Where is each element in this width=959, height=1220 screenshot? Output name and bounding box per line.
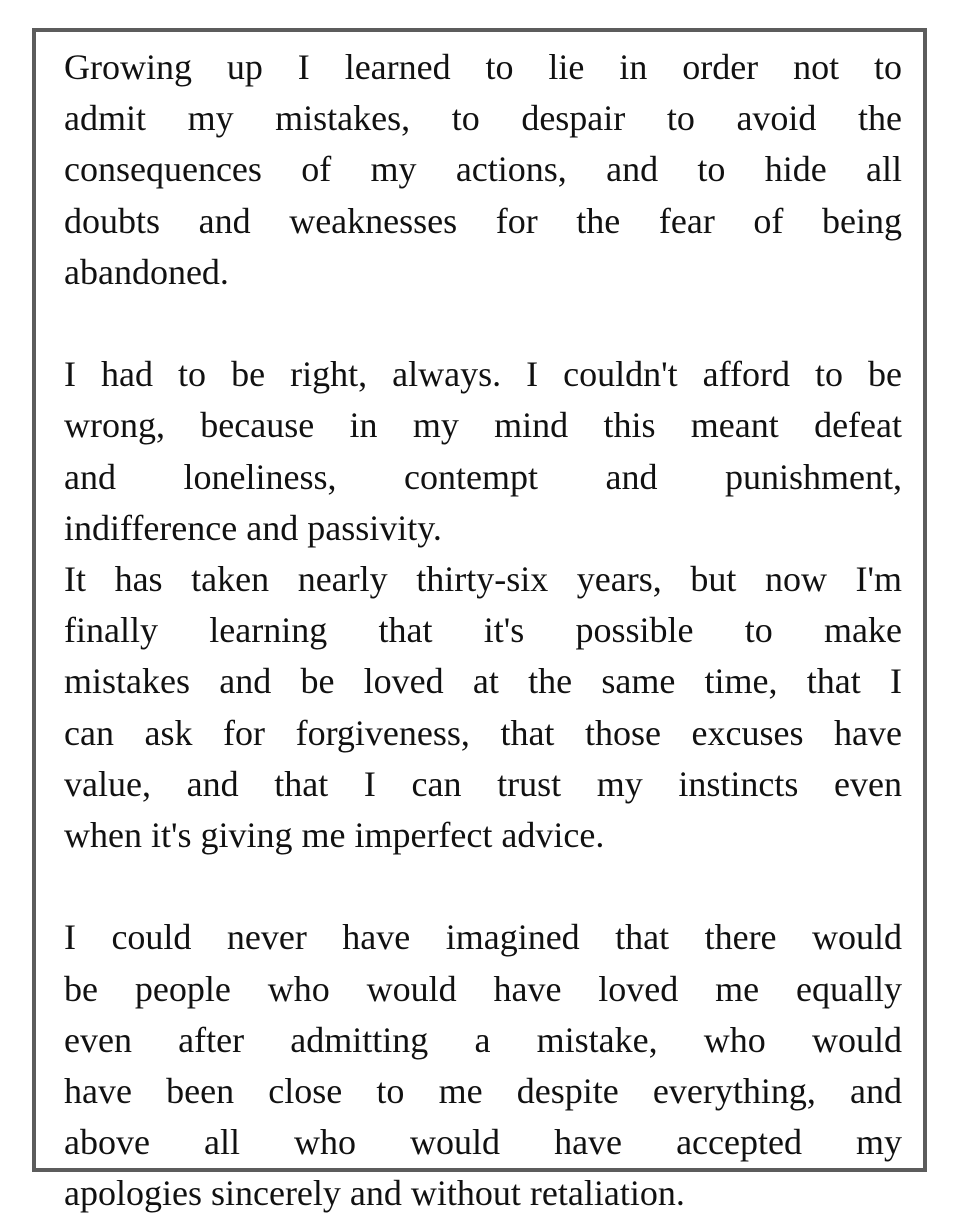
text-line: apologies sincerely and without retaliation. bbox=[64, 1173, 685, 1214]
text-line: Growing up I learned to lie in order not to bbox=[64, 47, 902, 87]
text-line: be people who would have loved me equally bbox=[64, 968, 902, 1009]
text-line: above all who would have accepted my bbox=[64, 1122, 902, 1163]
paragraph-1 bbox=[64, 42, 902, 298]
text-line: even after admitting a mistake, who would bbox=[64, 1019, 902, 1060]
text-line: indifference and passivity. bbox=[64, 507, 442, 548]
text-line: I could never have imagined that there would bbox=[64, 917, 902, 958]
text-line: admit my mistakes, to despair to avoid the bbox=[64, 98, 902, 139]
text-line: doubts and weaknesses for the fear of being bbox=[64, 200, 902, 241]
paragraph-4 bbox=[64, 912, 902, 1219]
text-line: mistakes and be loved at the same time, that I bbox=[64, 661, 902, 702]
text-line: abandoned. bbox=[64, 251, 229, 292]
text-line: I had to be right, always. I couldn't afford to be bbox=[64, 354, 902, 395]
text-line: value, and that I can trust my instincts even bbox=[64, 763, 902, 804]
text-line: finally learning that it's possible to make bbox=[64, 610, 902, 651]
text-line: can ask for forgiveness, that those excuses have bbox=[64, 712, 902, 753]
text-line: wrong, because in my mind this meant defeat bbox=[64, 405, 902, 446]
text-line: It has taken nearly thirty-six years, but now I'm bbox=[64, 559, 902, 600]
paragraph-spacer bbox=[64, 861, 902, 912]
text-line: have been close to me despite everything, and bbox=[64, 1071, 902, 1112]
text-line: and loneliness, contempt and punishment, bbox=[64, 456, 902, 497]
text-frame bbox=[32, 28, 927, 1214]
paragraph-2 bbox=[64, 349, 902, 554]
body-text bbox=[64, 42, 902, 1220]
text-line: when it's giving me imperfect advice. bbox=[64, 815, 605, 856]
paragraph-3 bbox=[64, 554, 902, 861]
text-line: consequences of my actions, and to hide all bbox=[64, 149, 902, 190]
paragraph-spacer bbox=[64, 298, 902, 349]
